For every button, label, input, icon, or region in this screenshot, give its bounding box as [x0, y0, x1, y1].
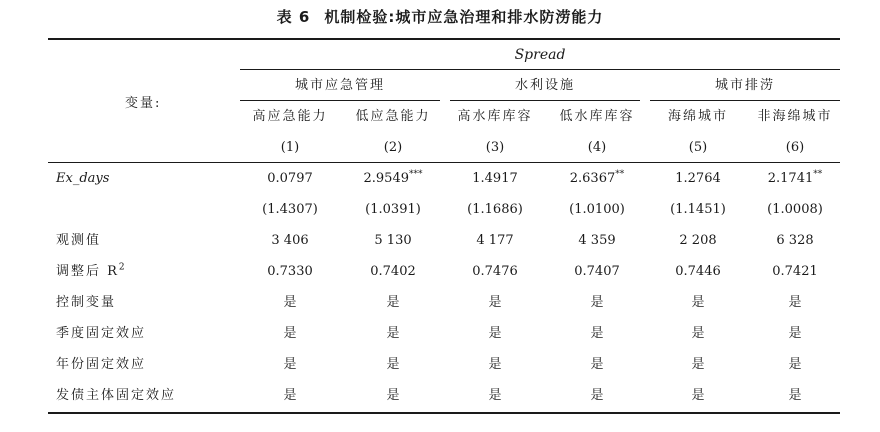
ex-days-coef-6: [745, 171, 845, 187]
table-title: 机制检验:城市应急治理和排水防涝能力: [324, 8, 604, 26]
column-header-3: 高水库库容: [457, 109, 533, 124]
controls-value-3: 是: [488, 295, 502, 310]
controls-value-4: 是: [590, 295, 604, 310]
significance-stars: **: [813, 169, 823, 180]
column-number-4: (4): [587, 140, 607, 155]
row-label-year-fe: 年份固定效应: [56, 357, 147, 372]
row-label-observations: 观测值: [56, 233, 102, 248]
ex-days-coef-3: [445, 171, 545, 187]
row-label-controls: 控制变量: [56, 295, 117, 310]
coef-value: 0.0797: [267, 171, 313, 186]
row-label-adj-r2: [56, 264, 127, 280]
bottom-rule: [48, 412, 840, 414]
season-fe-value-5: 是: [691, 326, 705, 341]
year-fe-value-2: 是: [386, 357, 400, 372]
r2-value-5: 0.7446: [675, 264, 721, 279]
controls-value-1: 是: [283, 295, 297, 310]
ex-days-coef-4: [547, 171, 647, 187]
table-caption: [0, 6, 880, 27]
variable-header: 变量:: [125, 96, 162, 111]
coef-value: 2.6367: [569, 171, 616, 186]
r2-label: 调整后 R: [56, 264, 119, 279]
top-rule: [48, 38, 840, 40]
ex-days-tstat-2: (1.0391): [365, 202, 421, 217]
obs-value-6: 6 328: [776, 233, 814, 248]
coef-value: 1.4917: [472, 171, 518, 186]
ex-days-tstat-5: (1.1451): [670, 202, 726, 217]
controls-value-2: 是: [386, 295, 400, 310]
obs-value-2: 5 130: [374, 233, 412, 248]
row-label-ex-days: Ex_days: [56, 171, 110, 186]
column-number-2: (2): [383, 140, 403, 155]
obs-value-5: 2 208: [679, 233, 717, 248]
obs-value-1: 3 406: [271, 233, 309, 248]
significance-stars: **: [615, 169, 625, 180]
column-number-3: (3): [485, 140, 505, 155]
row-label-issuer-fe: 发债主体固定效应: [56, 388, 177, 403]
group-header-1: 城市应急管理: [294, 78, 385, 93]
obs-value-3: 4 177: [476, 233, 514, 248]
season-fe-value-3: 是: [488, 326, 502, 341]
row-label-season-fe: 季度固定效应: [56, 326, 147, 341]
column-header-5: 海绵城市: [667, 109, 728, 124]
column-header-1: 高应急能力: [252, 109, 328, 124]
season-fe-value-4: 是: [590, 326, 604, 341]
header-bottom-rule: [48, 162, 840, 163]
ex-days-tstat-1: (1.4307): [262, 202, 318, 217]
column-header-2: 低应急能力: [355, 109, 431, 124]
r2-value-2: 0.7402: [370, 264, 416, 279]
ex-days-coef-2: [343, 171, 443, 187]
column-number-6: (6): [785, 140, 805, 155]
ex-days-coef-5: [648, 171, 748, 187]
controls-value-5: 是: [691, 295, 705, 310]
ex-days-tstat-3: (1.1686): [467, 202, 523, 217]
group-header-2: 水利设施: [514, 78, 575, 93]
issuer-fe-value-5: 是: [691, 388, 705, 403]
year-fe-value-4: 是: [590, 357, 604, 372]
issuer-fe-value-4: 是: [590, 388, 604, 403]
coef-value: 2.1741: [767, 171, 814, 186]
year-fe-value-1: 是: [283, 357, 297, 372]
group-header-3: 城市排涝: [714, 78, 775, 93]
season-fe-value-6: 是: [788, 326, 802, 341]
column-header-6: 非海绵城市: [757, 109, 833, 124]
column-number-5: (5): [688, 140, 708, 155]
issuer-fe-value-1: 是: [283, 388, 297, 403]
column-number-1: (1): [280, 140, 300, 155]
ex-days-coef-1: [240, 171, 340, 187]
group-rule-1: [240, 100, 440, 101]
r2-superscript: 2: [118, 262, 127, 273]
coef-value: 1.2764: [675, 171, 721, 186]
year-fe-value-3: 是: [488, 357, 502, 372]
spread-header: Spread: [514, 47, 566, 63]
significance-stars: ***: [409, 169, 423, 180]
issuer-fe-value-6: 是: [788, 388, 802, 403]
year-fe-value-6: 是: [788, 357, 802, 372]
year-fe-value-5: 是: [691, 357, 705, 372]
coef-value: 2.9549: [363, 171, 409, 186]
ex-days-tstat-6: (1.0008): [767, 202, 823, 217]
table-number: 表 6: [276, 8, 311, 26]
group-rule-3: [650, 100, 840, 101]
issuer-fe-value-2: 是: [386, 388, 400, 403]
obs-value-4: 4 359: [578, 233, 616, 248]
column-header-4: 低水库库容: [559, 109, 635, 124]
r2-value-6: 0.7421: [772, 264, 818, 279]
spread-rule: [240, 69, 840, 70]
r2-value-1: 0.7330: [267, 264, 313, 279]
r2-value-3: 0.7476: [472, 264, 518, 279]
group-rule-2: [450, 100, 640, 101]
season-fe-value-2: 是: [386, 326, 400, 341]
r2-value-4: 0.7407: [574, 264, 620, 279]
controls-value-6: 是: [788, 295, 802, 310]
issuer-fe-value-3: 是: [488, 388, 502, 403]
season-fe-value-1: 是: [283, 326, 297, 341]
ex-days-tstat-4: (1.0100): [569, 202, 625, 217]
